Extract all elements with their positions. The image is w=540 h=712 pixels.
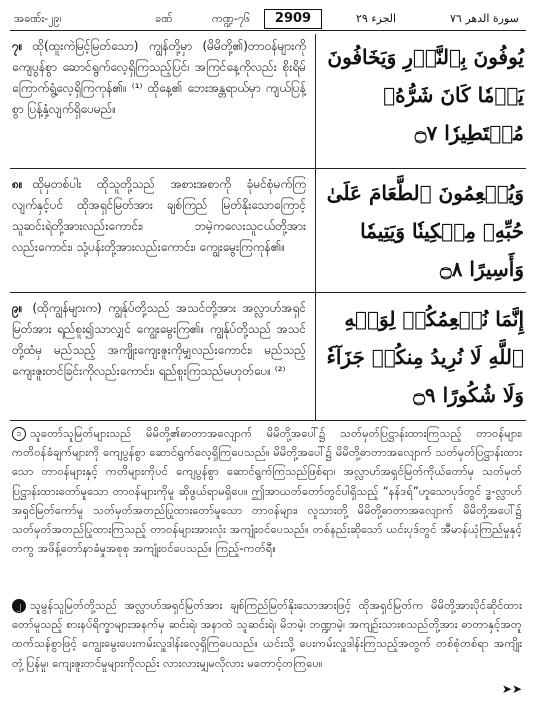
- verse-number: ၇။: [12, 39, 23, 53]
- verse-translation: [12, 298, 306, 382]
- page: [10, 8, 526, 698]
- page-header: [10, 8, 526, 31]
- column-divider: [315, 34, 316, 420]
- verse-arabic: وَيُطۡعِمُونَ ٱلطَّعَامَ عَلَىٰ حُبِّهِۦ مِسۡكِينٗا وَيَتِيمٗا وَأَسِيرًا ۝٨: [326, 181, 524, 281]
- verse-arabic: يُوفُونَ بِٱلنَّذۡرِ وَيَخَافُونَ يَوۡمٗا كَانَ شَرُّهُۥ مُسۡتَطِيرٗا ۝٧: [327, 45, 524, 145]
- footnote-marker: ၁: [12, 427, 26, 441]
- footnote-separator: [10, 420, 526, 421]
- footnote: [12, 424, 522, 558]
- verse-number: ၈။: [12, 177, 23, 191]
- verse-arabic: إِنَّمَا نُطۡعِمُكُمۡ لِوَجۡهِ ٱللَّهِ لَا نُرِيدُ مِنكُمۡ جَزَآءٗ وَلَا شُكُورًا ۝٩: [326, 307, 524, 407]
- footnote-text: သူမွန်သူမြတ်တို့သည် အလ္လာဟ်အရှင်မြတ်အား ချစ်ကြည်မြတ်နိုးသောအားဖြင့် ထိုအရှင်မြတ်က မိမိတို့အားပိုင်ဆိုင်ထားတော်မူသည့် စားနပ်ရိက္ခာများအနက်မှ ဆင်းရဲ၊ အနာထဲ သူဆင်းရဲ၊ မိဘမဲ့၊ ဘဏ္ဍာမဲ့၊ အကျဉ်းသားစသည်တို့အား ဓာတာနှင့်အတူ ထက်သန်စွာဖြင့် ကျွေးမွေးပေးကမ်းလှူဒါန်းလေ့ရှိကြပေသည်။ ယင်းသို့ ပေးကမ်းလှူဒါန်းကြသည့်အတွက် တစ်စုံတစ်ရာ အကျိုးတုံ့ပြန်မှု၊ ကျေးဇူးတင်မှုများကိုလည်း လားလားမျှမလိုလား မတောင့်တကြပေ။: [12, 598, 522, 670]
- juz-label: ခဏ်: [155, 12, 173, 25]
- verse-text: ထို(ထူးကဲမြင့်မြတ်သော) ကျွန်တို့မှာ (မိမိတို့၏)တာဝန်များကို ကျေပွန်စွာ ဆောင်ရွက်လေ့ရှိကြသည့်ပြင်၊ အကြင်နေ့ကိုလည်း စိုးရိမ်ကြောက်ရွံ့လေ့ရှိကြကုန်၏။ ⁽¹⁾ ထိုနေ့၏ ဘေးအန္တရာယ်မှာ ကျယ်ပြန့်စွာ ပြန့်နှံ့လျက်ရှိပေမည်။: [12, 39, 306, 116]
- page-number: 2909: [264, 9, 322, 29]
- juz-arabic: الجزء ٢٩: [356, 12, 397, 25]
- verse-text: ထိုမှတစ်ပါး ထိုသူတို့သည် အစားအစာကို ခုံမင်စုံမက်ကြလျက်နှင့်ပင် ထိုအရှင်မြတ်အား ချစ်ကြည် မြတ်နိုးသောကြောင့် သူဆင်းရဲတို့အားလည်းကောင်း၊ ဘမဲ့ကလေးသူငယ်တို့အားလည်းကောင်း၊ သုံ့ပန်းတို့အားလည်းကောင်း၊ ကျွေးမွေးကြကုန်၏။: [12, 177, 306, 254]
- continue-arrow-icon: ➤➤: [501, 682, 522, 696]
- verse-translation: [12, 174, 306, 258]
- footnote: [12, 596, 522, 673]
- surah-arabic: سورة الدهر ٧٦: [450, 12, 519, 25]
- footnote-marker: ၂: [12, 599, 26, 613]
- pages-label: ကဏ္ဍ-၇၆: [212, 12, 251, 25]
- chapter-label: အခဏ်း-၂၉၊: [14, 12, 62, 25]
- footnote-text: သူတော်သူမြတ်များသည် မိမိတို့၏ဓာတာအလျောက် မိမိတို့အပေါ်၌ သတ်မှတ်ပြဋ္ဌာန်းထားကြသည့် တာဝန်များ၊ ကတိဝန်ခံချက်များကို ကျေပွန်စွာ ဆောင်ရွက်လေ့ရှိကြပေသည်။ မိမိတို့အပေါ်၌ မိမိတို့ဓာတာအလျောက် သတ်မှတ်ပြဋ္ဌာန်းထားသော တာဝန်များနှင့် ကတိများကိုပင် ကျေပွန်စွာ ဆောင်ရွက်ကြသည်ဖြစ်ရာ၊ အလ္လာဟ်အရှင်မြတ်ကိုယ်တော်မှ သတ်မှတ်ပြဋ္ဌာန်းထားတော်မူသော တာဝန်များကိုမူ ဆိုဖွယ်ရာမရှိပေ။ ဤအာယတ်တော်တွင်ပါရှိသည့် “နန်ဒရ်”ဟူသောပုဒ်တွင် ဒ္ဓ-လ္လာဟ်အရှင်မြတ်ကော်မူ သတ်မှတ်အတည်ပြုထားတော်မူသော တာဝန်များ၊ လူသားတို့ မိမိတို့ဓာတာအလျောက် မိမိတို့အပေါ်၌ သတ်မှတ်အတည်ပြုထားကြသည့် တာဝန်များအားလုံး အကျုံးဝင်ပေသည်။ တစ်နည်းဆိုသော် ယင်းပုဒ်တွင် အီမာန်ယုံကြည်မှုနှင့်တကွ အဖိန့်တော်နာခံမှုအစုစု အကျုံးဝင်ပေသည်။ ကြည့်-ကတ်ရီ။: [12, 426, 522, 556]
- verse-separator: [10, 292, 526, 293]
- verse-number: ၉။: [12, 301, 23, 315]
- verse-separator: [10, 168, 526, 169]
- verse-translation: [12, 36, 306, 120]
- verse-text: (ထိုကျွန်များက) ကျွန်ုပ်တို့သည် အသင်တို့အား အလ္လာဟ်အရှင်မြတ်အား ရည်စူး၍သာလျှင် ကျွေးမွေးကြ၏။ ကျွန်ုပ်တို့သည် အသင်တို့ထံမှ မည်သည့် အကျိုးကျေးဇူးကိုမျှလည်းကောင်း၊ မည်သည့်ကျေးဇူးတင်ခြင်းကိုလည်းကောင်း၊ ရည်စူးကြသည်မဟုတ်ပေ။ ⁽²⁾: [12, 301, 306, 378]
